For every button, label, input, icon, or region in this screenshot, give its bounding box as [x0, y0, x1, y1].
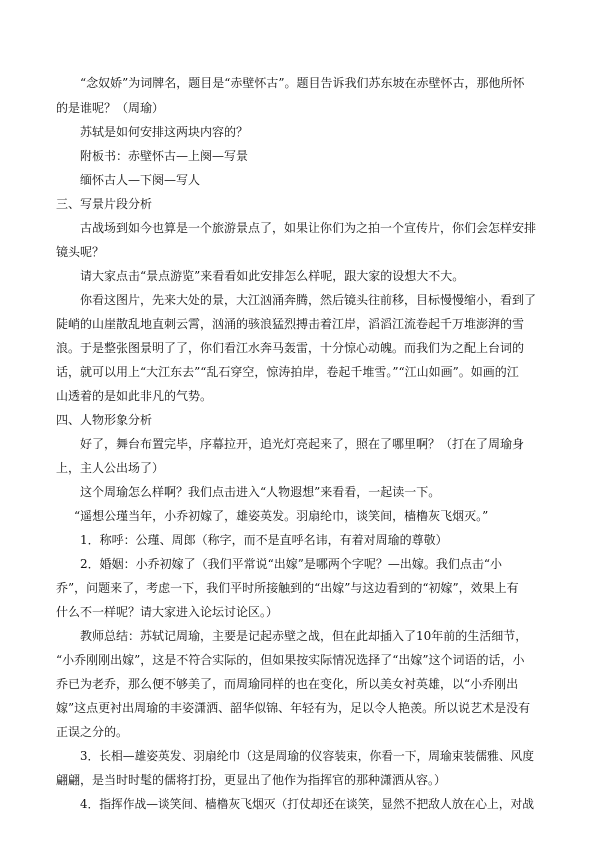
text-line: “小乔刚刚出嫁”，这是不符合实际的，但如果按实际情况选择了“出嫁”这个词语的话，小 [56, 653, 525, 667]
text-line: 的是谁呢？（周瑜） [56, 101, 165, 115]
text-line: 什么不一样呢？请大家进入论坛讨论区。） [56, 605, 279, 619]
text-line: 你看这图片，先来大处的景，大江汹涌奔腾，然后镜头往前移，目标慢慢缩小，看到了 [80, 293, 537, 307]
text-line: “念奴娇”为词牌名，题目是“赤壁怀古”。题目告诉我们苏东坡在赤壁怀古，那他所怀 [80, 76, 525, 90]
text-line: 嫁”这点更衬出周瑜的丰姿潇洒、韶华似锦、年轻有为，足以令人艳羡。所以说艺术是没有 [56, 701, 531, 715]
text-line: 话，就可以用上“大江东去”“乱石穿空，惊涛拍岸，卷起千堆雪。”“江山如画”。如画的江 [56, 365, 519, 379]
text-line: 乔”，问题来了，考虑一下，我们平时所接触到的“出嫁”与这边看到的“初嫁”，效果上有 [56, 581, 519, 595]
text-line: 教师总结：苏轼记周瑜，主要是记起赤壁之战，但在此却插入了10年前的生活细节， [80, 629, 528, 643]
list-item: 4．指挥作战—谈笑间、樯橹灰飞烟灭（打仗却还在谈笑，显然不把敌人放在心上，对战 [80, 797, 534, 811]
text-line: 山透着的是如此非凡的气势。 [56, 389, 213, 403]
quote-line: “遥想公瑾当年，小乔初嫁了，雄姿英发。羽扇纶巾，谈笑间，樯橹灰飞烟灭。” [74, 509, 489, 523]
text-line: 这个周瑜怎么样啊？我们点击进入“人物遐想”来看看，一起读一下。 [80, 485, 441, 499]
text-line: 翩翩，是当时时髦的儒将打扮，更显出了他作为指挥官的那种潇洒从容。） [56, 773, 447, 787]
text-line: 附板书：赤壁怀古—上阕—写景 [80, 149, 249, 163]
text-line: 请大家点击“景点游览”来看看如此安排怎么样呢，跟大家的设想大不大。 [80, 269, 465, 283]
text-line: 苏轼是如何安排这两块内容的？ [80, 125, 249, 139]
text-line: 镜头呢？ [56, 245, 105, 259]
list-item: 2．婚姻：小乔初嫁了（我们平常说“出嫁”是哪两个字呢？—出嫁。我们点击“小 [80, 557, 503, 571]
text-line: 好了，舞台布置完毕，序幕拉开，追光灯亮起来了，照在了哪里啊？（打在了周瑜身 [80, 437, 525, 451]
text-line: 上，主人公出场了） [56, 461, 165, 475]
text-line: 缅怀古人—下阕—写人 [80, 173, 201, 187]
text-line: 古战场到如今也算是一个旅游景点了，如果让你们为之拍一个宣传片，你们会怎样安排 [80, 221, 537, 235]
list-item: 3．长相—雄姿英发、羽扇纶巾（这是周瑜的仪容装束，你看一下，周瑜束装儒雅、风度 [80, 749, 534, 763]
section-heading: 四、人物形象分析 [56, 413, 153, 427]
list-item: 1．称呼：公瑾、周郎（称字，而不是直呼名讳，有着对周瑜的尊敬） [80, 533, 448, 547]
text-line: 正误之分的。 [56, 725, 129, 739]
text-line: 乔已为老乔，那么便不够美了，而周瑜同样的也在变化，所以美女衬英雄，以“小乔刚出 [56, 677, 519, 691]
section-heading: 三、写景片段分析 [56, 197, 153, 211]
text-line: 浪。于是整张图景明了了，你们看江水奔马轰雷，十分惊心动魄。而我们为之配上台词的 [56, 341, 525, 355]
text-line: 陡峭的山崖散乱地直刺云霄，汹涌的骇浪猛烈搏击着江岸，滔滔江流卷起千万堆澎湃的雪 [56, 317, 525, 331]
